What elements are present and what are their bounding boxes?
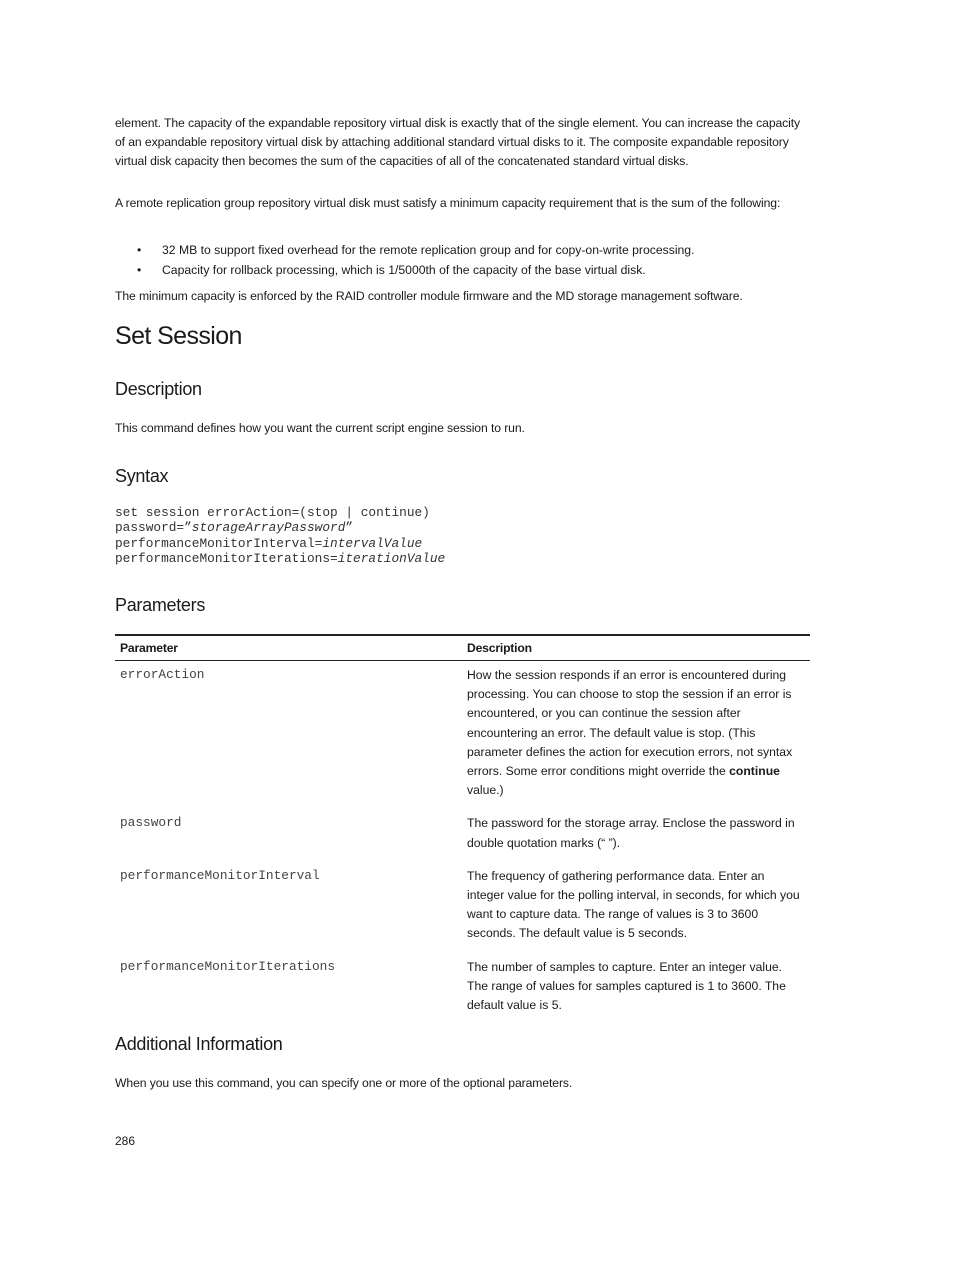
parameter-name: performanceMonitorInterval (120, 867, 320, 883)
syntax-line-2-prefix: password=” (115, 520, 192, 536)
parameter-description-text: value.) (467, 783, 504, 798)
parameter-description: The number of samples to capture. Enter an integer value. The range of values for samples captured is 1 to 3600. The default value is 5. (467, 959, 786, 1013)
description-text: This command defines how you want the current script engine session to run. (115, 421, 525, 435)
parameter-description: The password for the storage array. Enclose the password in double quotation marks (“ ”). (467, 816, 795, 850)
intro-paragraph-1: element. The capacity of the expandable repository virtual disk is exactly that of the single element. You can increase the capacity of an expandable repository virtual disk by attaching additional standard virtual disks to it. The composite expandable repository virtual disk capacity then becomes the sum of the capacities of all of the concatenated standard virtual disks. (115, 116, 801, 169)
parameter-description-text: How the session responds if an error is encountered during processing. You can choose to stop the session if an error is encountered, or you can continue the session after encountering an error. The default value is stop. (This parameter defines the action for execution errors, not syntax errors. Some error conditions might override the (467, 668, 793, 779)
parameter-description: The frequency of gathering performance data. Enter an integer value for the polling interval, in seconds, for which you want to capture data. The range of values is 3 to 3600 seconds. The default value is 5 seconds. (467, 868, 800, 941)
syntax-code-block (115, 505, 445, 567)
list-item (115, 260, 810, 280)
table-row (115, 953, 810, 1025)
page-number: 286 (115, 1134, 136, 1148)
table-row (115, 862, 810, 953)
column-header-description: Description (462, 635, 810, 661)
table-header-row (115, 635, 810, 661)
bullet-glyph: • (137, 243, 142, 257)
parameters-table (115, 634, 810, 1024)
capacity-bullet-list (115, 240, 810, 280)
syntax-line-3-prefix: performanceMonitorInterval= (115, 535, 323, 551)
intro-paragraph-3: The minimum capacity is enforced by the RAID controller module firmware and the MD storage management software. (115, 289, 743, 303)
column-header-parameter: Parameter (115, 635, 462, 661)
parameters-heading: Parameters (115, 595, 206, 615)
additional-information-text: When you use this command, you can specify one or more of the optional parameters. (115, 1076, 573, 1090)
syntax-heading: Syntax (115, 466, 169, 486)
bullet-glyph: • (137, 263, 142, 277)
table-row (115, 809, 810, 861)
table-row (115, 661, 810, 810)
parameter-description-bold: continue (729, 764, 780, 779)
parameter-name: performanceMonitorIterations (120, 958, 336, 974)
parameter-name: password (120, 815, 182, 831)
list-item (115, 240, 810, 260)
parameter-name: errorAction (120, 667, 205, 682)
intro-paragraph-2: A remote replication group repository virtual disk must satisfy a minimum capacity requirement that is the sum of the following: (115, 196, 781, 210)
list-item-text: 32 MB to support fixed overhead for the remote replication group and for copy-on-write processing. (162, 243, 695, 257)
additional-information-heading: Additional Information (115, 1034, 283, 1054)
description-heading: Description (115, 379, 202, 399)
syntax-line-1: set session errorAction=(stop | continue) (115, 505, 430, 520)
list-item-text: Capacity for rollback processing, which is 1/5000th of the capacity of the base virtual disk. (162, 263, 646, 277)
syntax-line-4-prefix: performanceMonitorIterations= (115, 551, 338, 567)
syntax-line-4-variable: iterationValue (337, 551, 446, 567)
page-title: Set Session (115, 322, 242, 350)
parameter-description (462, 661, 810, 810)
syntax-line-2-suffix: ” (345, 520, 354, 536)
syntax-line-3-variable: intervalValue (322, 535, 423, 551)
syntax-line-2-variable: storageArrayPassword (191, 520, 346, 536)
